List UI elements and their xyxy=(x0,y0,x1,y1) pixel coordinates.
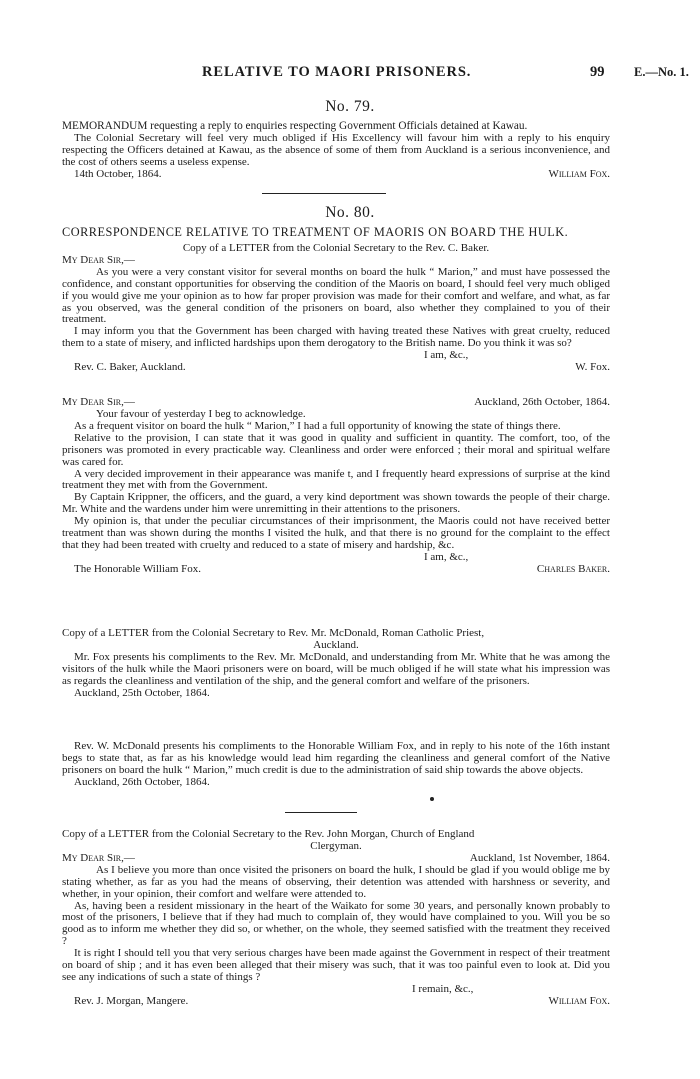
section-divider xyxy=(262,193,386,194)
memorandum-79 xyxy=(62,121,610,181)
printer-mark xyxy=(430,797,434,801)
letter-footer xyxy=(62,564,610,576)
letter-paragraph: It is right I should tell you that very serious charges have been made against the Government in respect of their treatment on board of ship ; and it has even been alleged that their misery was such, that it was too painful even to look at. Did you see any indications of such a state of things ? xyxy=(62,947,610,983)
memorandum-body: The Colonial Secretary will feel very much obliged if His Excellency will favour him with a reply to his enquiry respecting the Officers detained at Kawau, as the absence of some of them from Auckland is a serious inconvenience, and the cost of others seems a useless expense. xyxy=(62,131,610,168)
letter-signature: W. Fox. xyxy=(575,361,610,374)
letter-header-row xyxy=(62,853,610,865)
letter-paragraph: As, having been a resident missionary in the heart of the Waikato for some 30 years, and personally known probably to most of the prisoners, I believe that if they had much to complain of, they would have complained to you. Will you be so good as to inform me whether they did so, or whether, on the whole, they seemed satisfied with the treatment they received ? xyxy=(62,899,610,948)
letter-caption-cont: Clergyman. xyxy=(310,839,362,852)
page-header xyxy=(0,64,700,84)
letter-paragraph: My opinion is, that under the peculiar circumstances of their imprisonment, the Maoris could not have received better treatment than was shown during the months I visited the hulk, and that there is no ground for the complaint to the effect that they had been treated with cruelty and reduced to a state of misery and hardship, &c. xyxy=(62,515,610,551)
letter-closing: I am, &c., xyxy=(424,349,469,362)
letter-paragraph: Rev. W. McDonald presents his compliments to the Honorable William Fox, and in reply to his note of the 16th instant begs to state that, as far as his knowledge would lead him regarding the cleanliness and general comfort of the Native prisoners on board the hulk “ Marion,” much credit is due to the administration of said ship towards the above objects. xyxy=(62,740,610,776)
letter-signature: William Fox. xyxy=(548,994,610,1007)
letter-to-mcdonald xyxy=(62,628,610,699)
memorandum-footer xyxy=(62,169,610,181)
letter-to-morgan xyxy=(62,829,610,1008)
letter-date: Auckland, 26th October, 1864. xyxy=(74,775,210,788)
running-title: RELATIVE TO MAORI PRISONERS. xyxy=(202,64,472,80)
letter-paragraph: As I believe you more than once visited the prisoners on board the hulk, I should be glad if you would oblige me by stating whether, as far as you had the means of observing, their detention was attended with harshness or severity, and whether, in your opinion, their comfort and welfare were attended to. xyxy=(62,863,610,900)
letter-place-date: Auckland, 1st November, 1864. xyxy=(469,851,610,864)
letter-paragraph: As a frequent visitor on board the hulk “ Marion,” I had a full opportunity of knowing the state of things there. xyxy=(74,419,561,432)
letter-from-baker xyxy=(62,397,610,576)
letter-to-baker xyxy=(62,243,610,374)
document-reference: E.—No. 1. xyxy=(634,65,689,79)
letter-salutation: My Dear Sir,— xyxy=(62,253,135,266)
letter-closing: I remain, &c., xyxy=(412,982,474,995)
letter-place-date: Auckland, 26th October, 1864. xyxy=(474,396,610,408)
letter-addressee: The Honorable William Fox. xyxy=(74,562,202,575)
letter-closing: I am, &c., xyxy=(424,550,469,563)
page-number: 99 xyxy=(590,64,605,80)
section-divider xyxy=(285,812,357,813)
letter-footer xyxy=(62,996,610,1008)
letter-header-row xyxy=(62,397,610,409)
letter-footer xyxy=(62,362,610,374)
letter-paragraph: Mr. Fox presents his compliments to the Rev. Mr. McDonald, and understanding from Mr. White that he was among the visitors of the hulk while the Maori prisoners were on board, will be much obliged if he will state what his impression was as regards the cleanliness and ventilation of the ship, and the general comfort and welfare of the prisoners. xyxy=(62,650,610,687)
letter-paragraph: As you were a very constant visitor for several months on board the hulk “ Marion,” and must have possessed the confidence, and constant opportunities for observing the condition of the Maoris on board, I should feel very much obliged if you would give me your opinion as to how far proper provision was made for their comfort and welfare, and what, as far as you observed, was the general condition of the prisoners on board, also whether they complained to you of their treatment. xyxy=(62,265,610,326)
letter-paragraph: By Captain Krippner, the officers, and the guard, a very kind deportment was shown towards the people of their charge. Mr. White and the wardens under him were unremitting in their attentions to the prisoners. xyxy=(62,491,610,516)
letter-addressee: Rev. C. Baker, Auckland. xyxy=(74,361,186,374)
memorandum-date: 14th October, 1864. xyxy=(74,167,162,180)
letter-caption: Copy of a LETTER from the Colonial Secretary to the Rev. John Morgan, Church of England xyxy=(62,828,475,840)
letter-salutation: My Dear Sir,— xyxy=(62,851,135,864)
letter-caption: Copy of a LETTER from the Colonial Secretary to the Rev. C. Baker. xyxy=(182,242,490,254)
letter-paragraph: Relative to the provision, I can state that it was good in quality and sufficient in quantity. The comfort, too, of the prisoners was promoted in every practicable way. Cleanliness and order were enforced ; their moral and spiritual welfare was cared for. xyxy=(62,431,610,468)
letter-paragraph: Your favour of yesterday I beg to acknowledge. xyxy=(96,408,306,420)
letter-salutation: My Dear Sir,— xyxy=(62,396,135,408)
letter-caption-cont: Auckland. xyxy=(313,638,359,651)
memorandum-title: MEMORANDUM requesting a reply to enquiries respecting Government Officials detained at Kawau. xyxy=(62,120,528,132)
letter-date: Auckland, 25th October, 1864. xyxy=(74,686,210,699)
letter-addressee: Rev. J. Morgan, Mangere. xyxy=(74,994,189,1007)
correspondence-heading: CORRESPONDENCE RELATIVE TO TREATMENT OF MAORIS ON BOARD THE HULK. xyxy=(62,225,569,239)
document-number-79: No. 79. xyxy=(325,98,375,115)
letter-paragraph: I may inform you that the Government has been charged with having treated these Natives with great cruelty, reduced them to a state of misery, and inflicted hardships upon them derogatory to the British name. Do you think it was so? xyxy=(62,325,610,350)
letter-signature: Charles Baker. xyxy=(536,562,610,575)
document-number-80: No. 80. xyxy=(325,204,375,221)
letter-from-mcdonald xyxy=(62,741,610,789)
memorandum-signature: William Fox. xyxy=(548,167,610,180)
letter-caption: Copy of a LETTER from the Colonial Secretary to Rev. Mr. McDonald, Roman Catholic Priest, xyxy=(62,627,485,639)
letter-paragraph: A very decided improvement in their appearance was manife t, and I frequently heard expressions of surprise at the kind treatment they met with from the Government. xyxy=(62,467,610,492)
